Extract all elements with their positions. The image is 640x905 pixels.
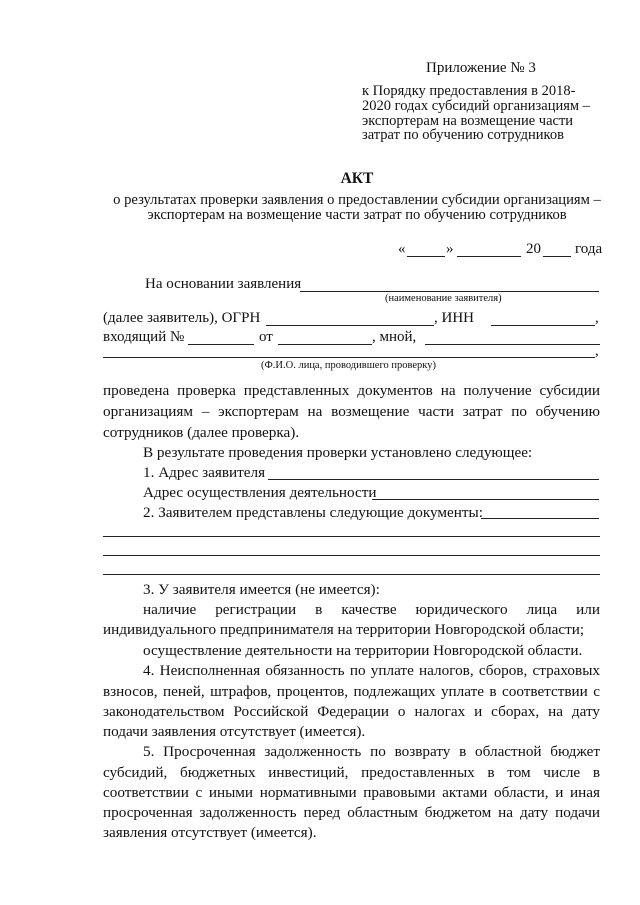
inspector-caption: (Ф.И.О. лица, проводившего проверку) <box>261 360 437 371</box>
docs-blank-2[interactable] <box>103 536 600 537</box>
basis-label: На основании заявления <box>145 276 302 292</box>
incoming-number-blank[interactable] <box>188 344 254 345</box>
activity-address-label: Адрес осуществления деятельности <box>143 484 377 501</box>
body-line: проведена проверка представленных документов на получение субсидии <box>103 382 600 399</box>
item4-line: законодательством Российской Федерации о налогах и сборах, на дату <box>103 703 600 720</box>
item2-docs-label: 2. Заявителем представлены следующие документы: <box>143 504 483 521</box>
docs-blank-1[interactable] <box>481 518 599 519</box>
item5-line: 5. Просроченная задолженность по возврату в областной бюджет <box>143 743 600 760</box>
applicant-name-blank[interactable] <box>300 291 599 292</box>
date-day-blank[interactable] <box>407 256 445 257</box>
item1-address-label: 1. Адрес заявителя <box>143 464 266 481</box>
ogrn-blank[interactable] <box>266 325 434 326</box>
inn-label: , ИНН <box>434 310 474 326</box>
act-subtitle-line: о результатах проверки заявления о предоставлении субсидии организациям – <box>113 192 601 208</box>
date-quote-open: « <box>398 241 406 257</box>
applicant-caption: (наименование заявителя) <box>385 293 502 304</box>
applicant-ref-label: (далее заявитель), ОГРН <box>103 310 261 326</box>
inn-blank[interactable] <box>491 325 595 326</box>
date-quote-close: » <box>446 241 454 257</box>
item5-line: заявления отсутствует (имеется). <box>103 824 317 841</box>
inspector-blank-b[interactable] <box>103 357 595 358</box>
body-line: организациям – экспортерам на возмещение части затрат по обучению <box>103 403 600 420</box>
activity-address-blank[interactable] <box>372 499 599 500</box>
incoming-date-blank[interactable] <box>278 344 372 345</box>
date-year-suffix: года <box>575 241 603 257</box>
item3-label: 3. У заявителя имеется (не имеется): <box>143 581 380 598</box>
item4-line: подачи заявления отсутствует (имеется). <box>103 723 366 740</box>
item5-line: субсидий, бюджетных инвестиций, предоставленных в том числе в <box>103 764 600 781</box>
date-year-prefix: 20 <box>526 241 541 257</box>
appendix-line: затрат по обучению сотрудников <box>362 127 564 143</box>
incoming-label: входящий № <box>103 329 185 345</box>
item3-a-line: индивидуального предпринимателя на территории Новгородской области; <box>103 621 585 638</box>
item5-line: соответствии с иными нормативными правовыми актами области, и иная <box>103 784 600 801</box>
comma: , <box>595 310 599 326</box>
appendix-line: 2020 годах субсидий организациям – <box>362 98 590 114</box>
date-year-blank[interactable] <box>543 256 571 257</box>
item5-line: просроченная задолженность перед областным бюджетом на дату подачи <box>103 804 600 821</box>
item4-line: 4. Неисполненная обязанность по уплате налогов, сборов, страховых <box>143 662 600 679</box>
inspector-blank-a[interactable] <box>425 344 600 345</box>
appendix-title: Приложение № 3 <box>426 60 536 76</box>
date-month-blank[interactable] <box>457 256 521 257</box>
appendix-line: экспортерам на возмещение части <box>362 113 574 129</box>
result-intro: В результате проведения проверки установлено следующее: <box>143 444 533 461</box>
body-line: сотрудников (далее проверка). <box>103 424 300 441</box>
appendix-line: к Порядку предоставления в 2018- <box>362 83 576 99</box>
comma: , <box>595 343 599 359</box>
from-label: от <box>259 329 273 345</box>
item4-line: взносов, пеней, штрафов, процентов, подлежащих уплате в соответствии с <box>103 683 600 700</box>
docs-blank-3[interactable] <box>103 555 600 556</box>
applicant-address-blank[interactable] <box>268 479 599 480</box>
act-subtitle-line: экспортерам на возмещение части затрат по обучению сотрудников <box>147 207 567 223</box>
item3-a-line: наличие регистрации в качестве юридического лица или <box>143 601 600 618</box>
docs-blank-4[interactable] <box>103 574 600 575</box>
item3-b-line: осуществление деятельности на территории Новгородской области. <box>143 642 583 659</box>
act-title: АКТ <box>340 170 374 187</box>
by-me-label: , мной, <box>372 329 417 345</box>
